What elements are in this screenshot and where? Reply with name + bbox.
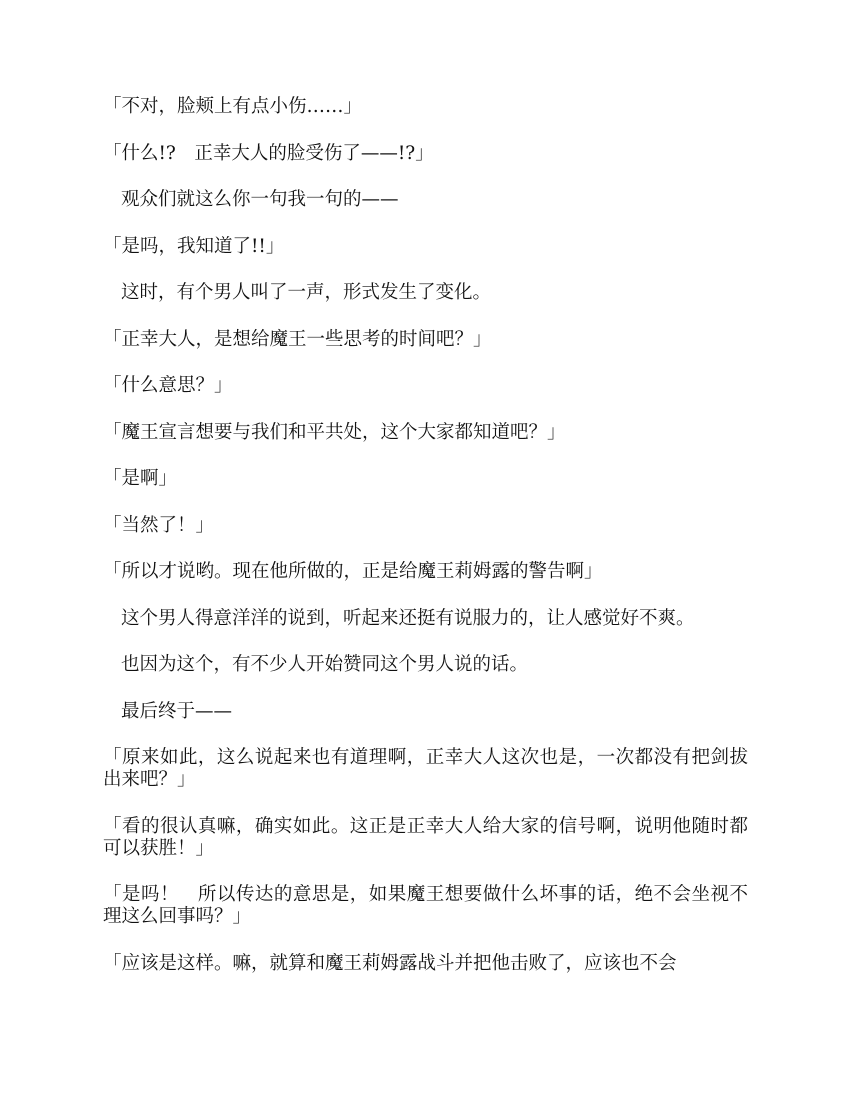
paragraph: 这个男人得意洋洋的说到，听起来还挺有说服力的，让人感觉好不爽。 [121, 607, 695, 629]
paragraph: 「正幸大人，是想给魔王一些思考的时间吧？」 [103, 328, 492, 350]
paragraph: 「不对，脸颊上有点小伤……」 [103, 96, 363, 117]
paragraph: 观众们就这么你一句我一句的—— [121, 189, 399, 210]
paragraph: 「应该是这样。嘛，就算和魔王莉姆露战斗并把他击败了，应该也不会 [103, 952, 677, 974]
paragraph: 「什么意思？」 [103, 375, 233, 396]
paragraph: 「所以才说哟。现在他所做的，正是给魔王莉姆露的警告啊」 [103, 561, 603, 582]
paragraph: 「原来如此，这么说起来也有道理啊，正幸大人这次也是，一次都没有把剑拔出来吧？」 [103, 747, 748, 790]
paragraph: 最后终于—— [121, 700, 233, 722]
paragraph: 「当然了！」 [103, 514, 215, 536]
paragraph: 也因为这个，有不少人开始赞同这个男人说的话。 [121, 654, 529, 675]
paragraph: 「是啊」 [103, 468, 178, 489]
paragraph: 「魔王宣言想要与我们和平共处，这个大家都知道吧？」 [103, 421, 566, 443]
paragraph: 「什么!? 正幸大人的脸受伤了——!?」 [103, 142, 434, 164]
paragraph: 这时，有个男人叫了一声，形式发生了变化。 [121, 282, 492, 303]
document-page [103, 96, 748, 999]
paragraph: 「是吗！ 所以传达的意思是，如果魔王想要做什么坏事的话，绝不会坐视不理这么回事吗？」 [103, 884, 748, 927]
paragraph: 「看的很认真嘛，确实如此。这正是正幸大人给大家的信号啊，说明他随时都可以获胜！」 [103, 815, 748, 859]
paragraph: 「是吗，我知道了!!」 [103, 235, 285, 257]
